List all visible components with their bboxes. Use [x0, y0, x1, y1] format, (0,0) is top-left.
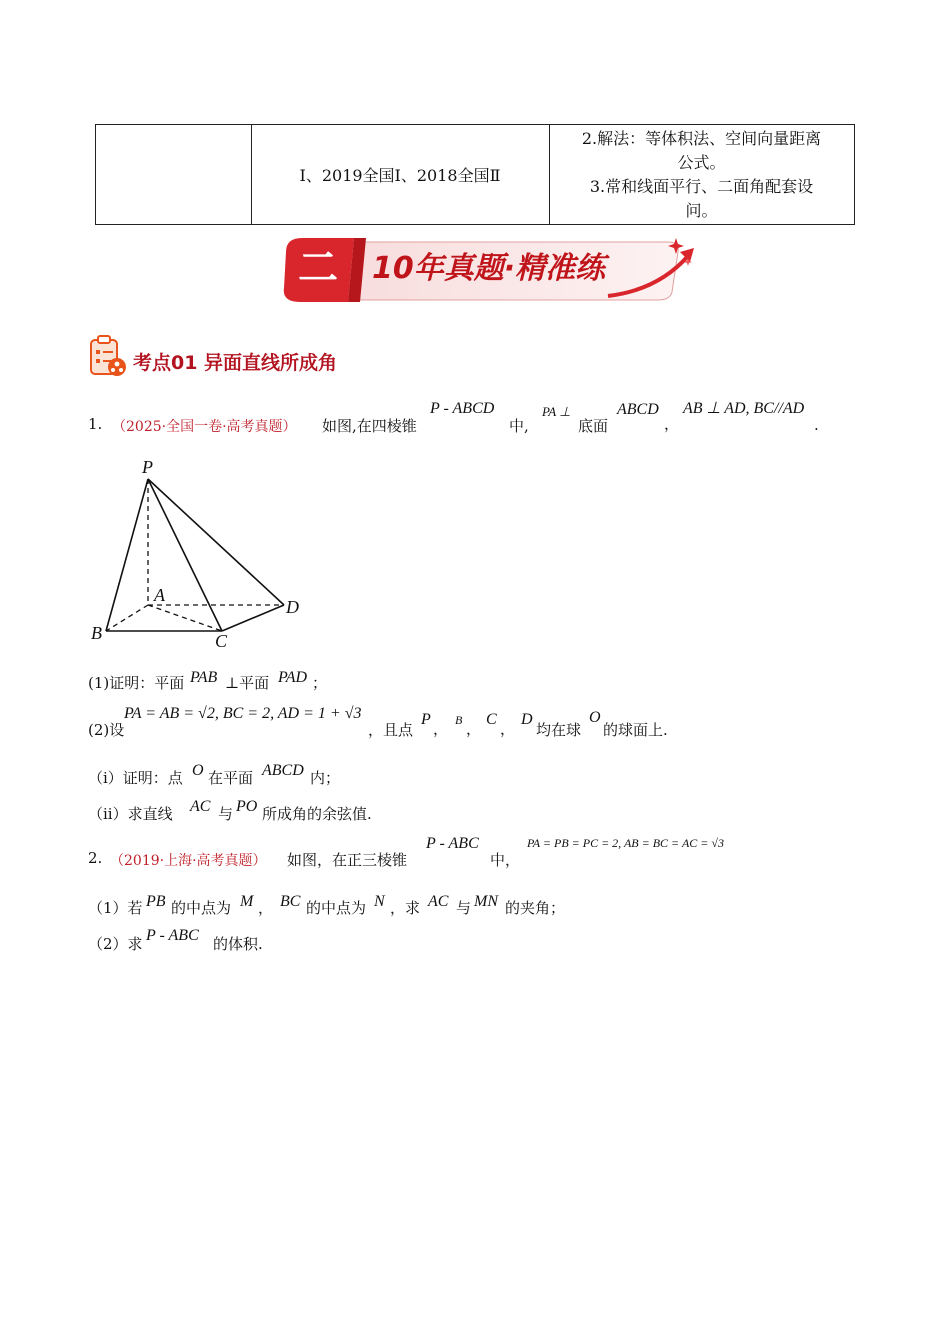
table-cell-empty [96, 125, 252, 224]
q1-part2-math: C [486, 711, 497, 728]
q2-sub1-math: AC [428, 893, 449, 910]
q1-part2-text: (2)设 [88, 721, 125, 739]
q2-sub1-math: MN [474, 893, 498, 910]
q1-part1-math: PAD [278, 669, 308, 686]
q2-sub1-text: ， [258, 899, 274, 917]
q1-part1-text: ； [312, 674, 328, 692]
q1-source: （2025·全国一卷·高考真题） [112, 419, 297, 435]
vertex-label-p: P [142, 457, 153, 477]
q1-math: AB ⊥ AD, BC//AD [683, 400, 805, 417]
q2-source: （2019·上海·高考真题） [110, 853, 267, 869]
q1-math: P - ABCD [430, 400, 495, 417]
q2-math: PA = PB = PC = 2, AB = BC = AC = √3 [527, 836, 724, 850]
q2-sub2-text: （2）求 [88, 935, 143, 953]
q1-sub-ii-text: 与 [218, 805, 234, 823]
q2-sub1-text: 的夹角； [505, 899, 566, 917]
q1-part2-text: 的球面上. [603, 721, 668, 739]
table-years-text: Ⅰ、2019全国Ⅰ、2018全国Ⅱ [299, 166, 501, 185]
q1-part2-text: 均在球 [536, 721, 582, 739]
q1-part1-text: (1)证明：平面 [88, 674, 185, 692]
q2-sub1-text: ，求 [390, 899, 421, 917]
vertex-label-a: A [154, 585, 165, 605]
q1-part2-text: ， [466, 720, 482, 738]
q1-sub-ii-text: 所成角的余弦值. [262, 805, 372, 823]
q1-sub-ii-text: （ii）求直线 [88, 805, 173, 823]
q1-sub-i-text: （i）证明：点 [88, 769, 183, 787]
q2-sub1-text: 的中点为 [306, 899, 367, 917]
table-method-line: 公式。 [677, 153, 726, 172]
table-method-line: 问。 [685, 201, 718, 220]
pyramid-figure [88, 455, 318, 655]
q1-sub-i-text: 在平面 [208, 769, 254, 787]
q1-sub-i-math: O [192, 762, 204, 779]
q1-part2-text: ，且点 [368, 721, 414, 739]
q2-sub2-math: P - ABC [146, 927, 199, 944]
q2-math: P - ABC [426, 835, 479, 852]
q1-math: PA ⊥ [542, 404, 571, 419]
q2-intro: 如图，在正三棱锥 [287, 851, 408, 869]
q1-part1-text: ⊥平面 [225, 674, 270, 692]
section-title: 考点01 异面直线所成角 [133, 352, 338, 374]
vertex-label-b: B [91, 623, 102, 643]
q1-text: 底面 [578, 417, 609, 435]
table-cell-methods [549, 125, 854, 226]
q1-text: . [814, 416, 819, 434]
banner-number: 二 [298, 245, 338, 291]
q1-intro: 如图,在四棱锥 [322, 417, 417, 435]
clipboard-icon [88, 334, 128, 378]
q1-sub-i-math: ABCD [262, 762, 304, 779]
q1-number: 1. [88, 415, 103, 433]
q2-sub1-text: 的中点为 [171, 899, 232, 917]
q2-sub1-math: M [240, 893, 254, 910]
q1-math: ABCD [617, 401, 659, 418]
q1-sub-ii-math: AC [190, 798, 211, 815]
table-method-line: 2.解法：等体积法、空间向量距离 [581, 129, 822, 148]
banner-title: 10年真题·精准练 [372, 251, 606, 286]
q1-text: 中, [509, 417, 529, 435]
q2-number: 2. [88, 849, 103, 867]
q2-sub1-math: PB [146, 893, 166, 910]
q1-part2-math: D [521, 711, 533, 728]
q2-sub1-math: BC [280, 893, 301, 910]
table-method-line: 3.常和线面平行、二面角配套设 [589, 177, 814, 196]
q1-sub-i-text: 内； [310, 769, 341, 787]
q1-part2-math: P [421, 711, 431, 728]
q1-part2-math: PA = AB = √2, BC = 2, AD = 1 + √3 [124, 705, 362, 722]
vertex-label-d: D [286, 597, 299, 617]
vertex-label-c: C [215, 631, 228, 651]
q1-part2-text: ， [500, 720, 516, 738]
q1-text: ， [664, 415, 680, 433]
q2-sub2-text: 的体积. [213, 935, 263, 953]
q2-sub1-text: （1）若 [88, 899, 143, 917]
q1-part2-text: ， [433, 720, 449, 738]
q1-part2-math: B [455, 713, 463, 727]
q2-sub1-text: 与 [456, 899, 472, 917]
q2-text: 中， [490, 851, 521, 869]
summary-table [95, 124, 855, 225]
table-cell-years [251, 125, 550, 224]
q1-part2-math: O [589, 709, 601, 726]
q1-part1-math: PAB [190, 669, 218, 686]
section-banner [268, 230, 708, 308]
q1-sub-ii-math: PO [236, 798, 258, 815]
q2-sub1-math: N [374, 893, 385, 910]
